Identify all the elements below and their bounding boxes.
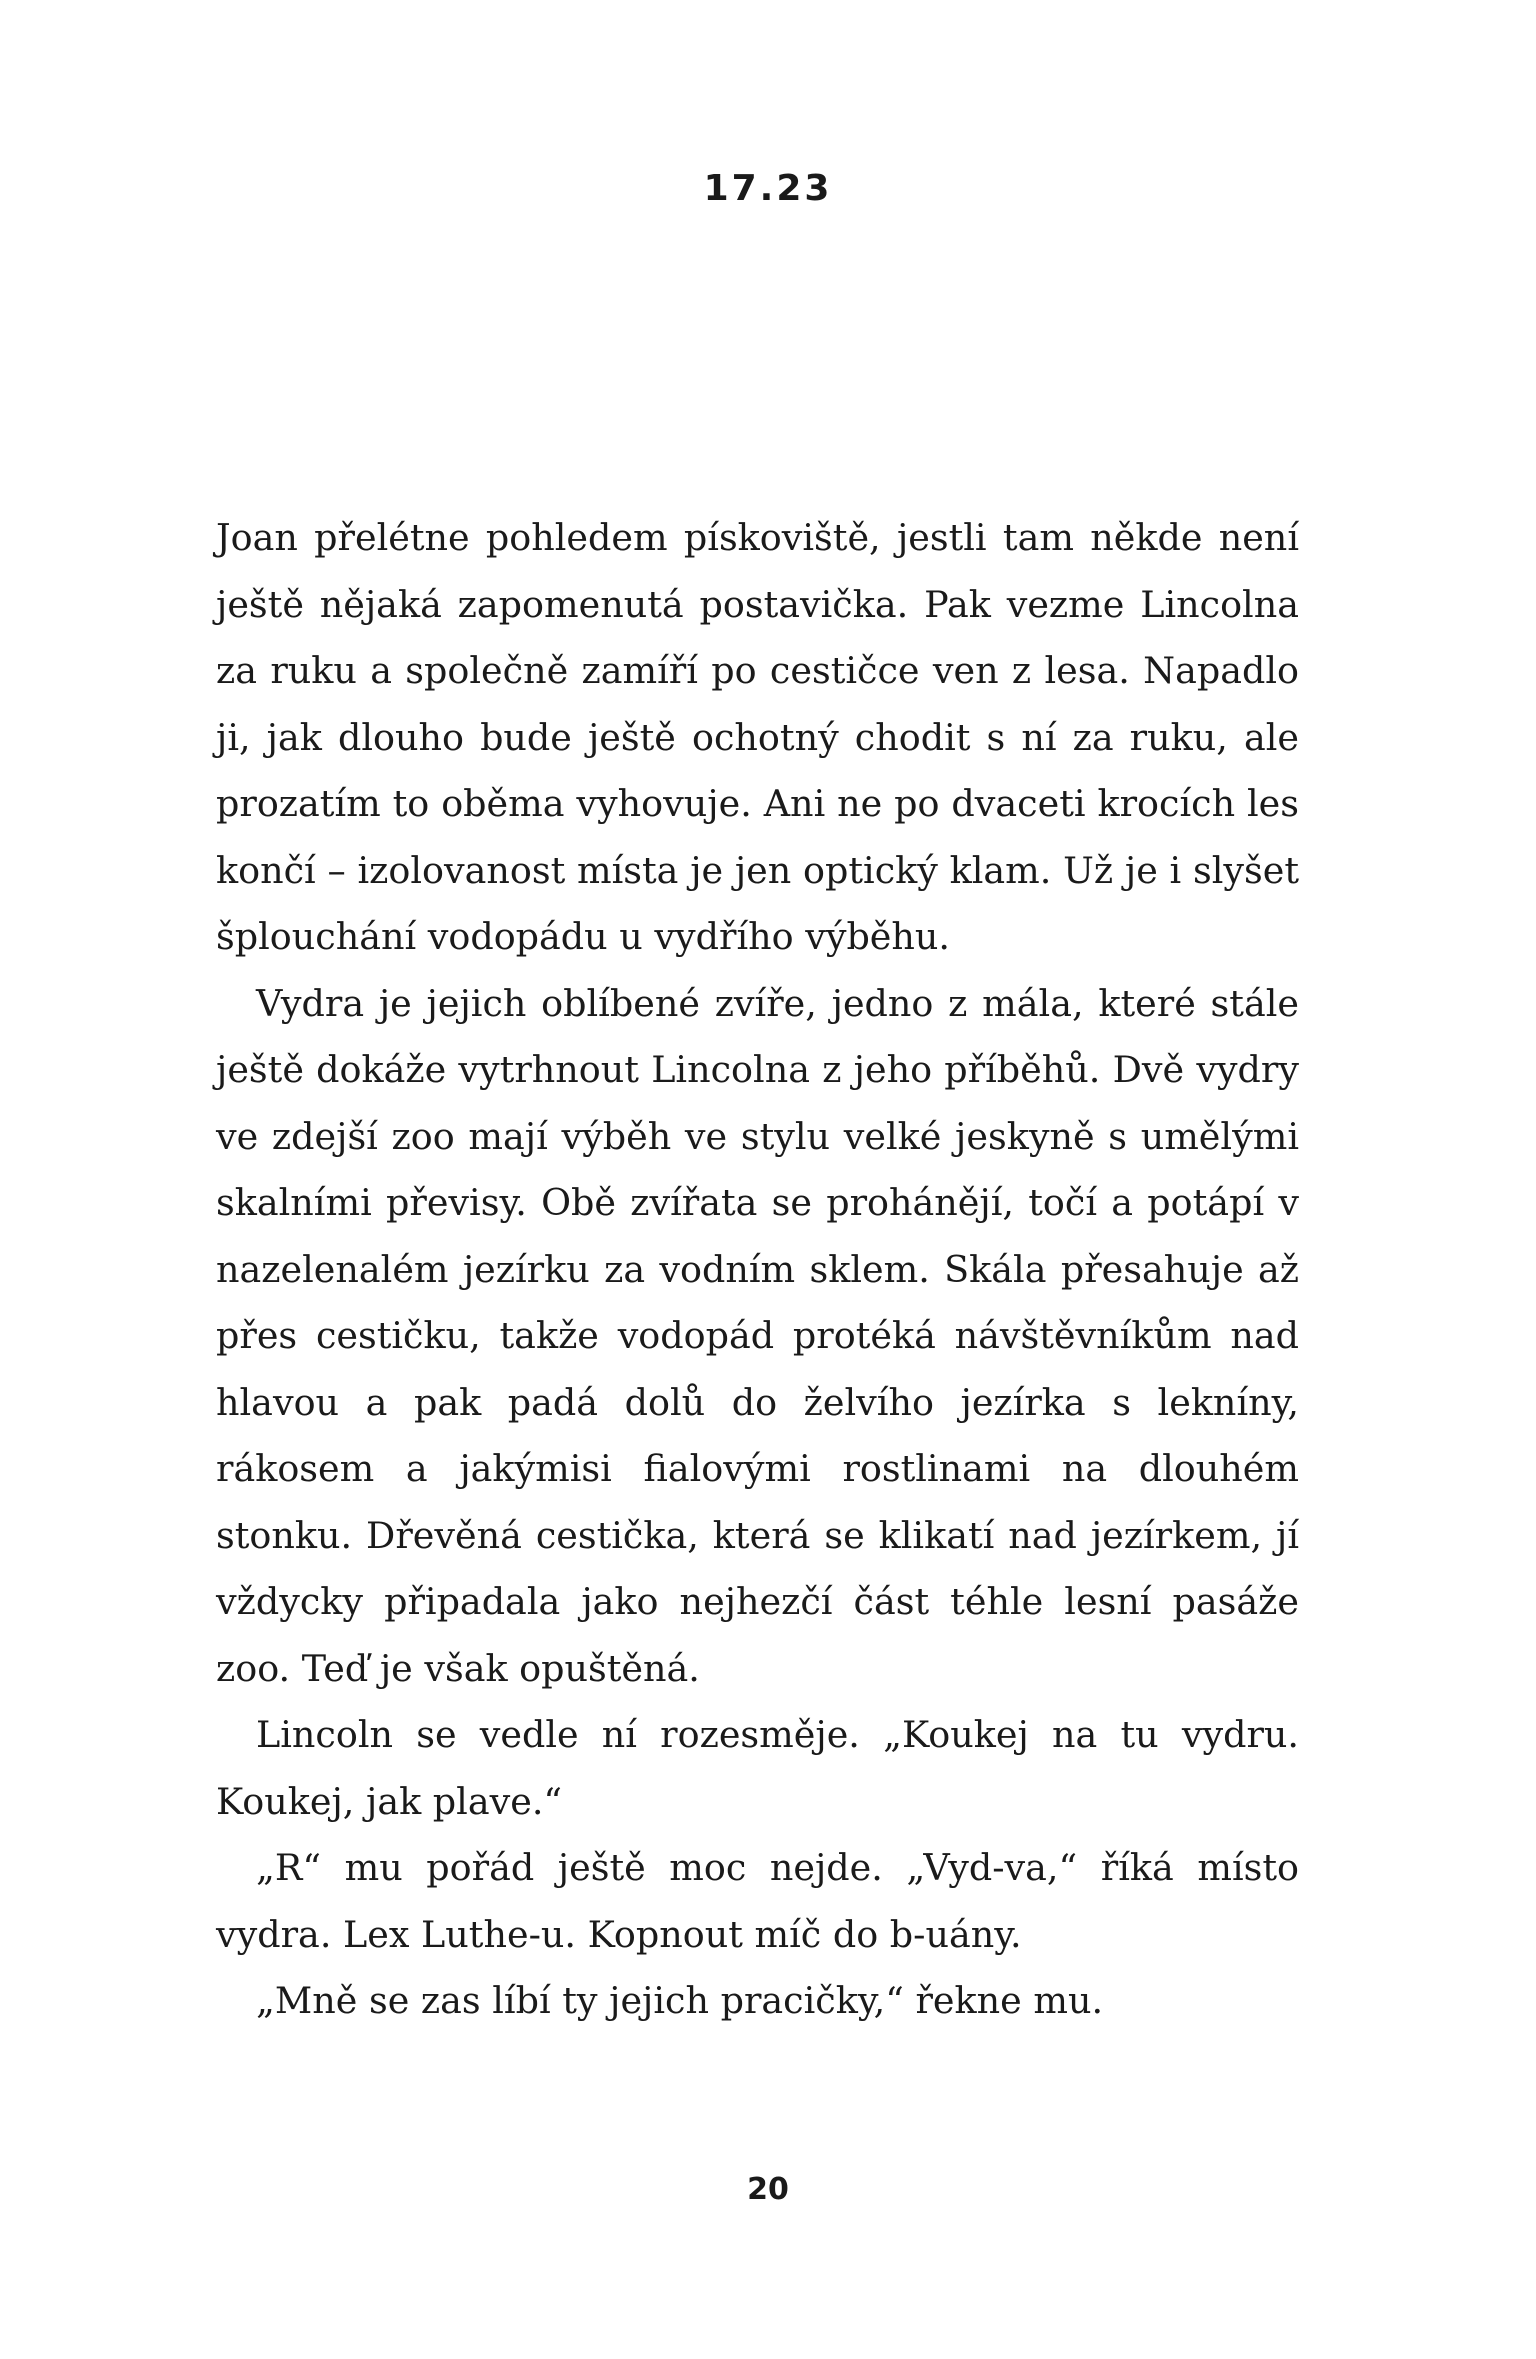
paragraph: Vydra je jejich oblíbené zvíře, jedno z mála, které stále ještě dokáže vytrhnout Lincolna z jeho příběhů. Dvě vydry ve zdejší zoo mají výběh ve stylu velké jeskyně s umělými skalními převisy. Obě zvířata se prohánějí, točí a potápí v nazelenalém jezírku za vodním sklem. Skála přesahuje až přes cestičku, takže vodopád protéká návštěvníkům nad hlavou a pak padá dolů do želvího jezírka s lekníny, rákosem a jakýmisi fialovými rostlinami na dlouhém stonku. Dřevěná cestička, která se klikatí nad jezírkem, jí vždycky připadala jako nejhezčí část téhle lesní pasáže zoo. Teď je však opuštěná. <box>216 981 1299 1690</box>
chapter-title: 17.23 <box>703 168 833 209</box>
paragraph: „Mně se zas líbí ty jejich pracičky,“ řekne mu. <box>256 1979 1104 2022</box>
paragraph: Joan přelétne pohledem pískoviště, jestli tam někde není ještě nějaká zapomenutá postavička. Pak vezme Lincolna za ruku a společně zamíří po cestičce ven z lesa. Napadlo ji, jak dlouho bude ještě ochotný chodit s ní za ruku, ale prozatím to oběma vyhovuje. Ani ne po dvaceti krocích les končí – izolovanost místa je jen optický klam. Už je i slyšet šplouchání vodopádu u vydřího výběhu. <box>216 516 1299 958</box>
body-text <box>216 505 1299 2035</box>
paragraph: Lincoln se vedle ní rozesměje. „Koukej na tu vydru. Koukej, jak plave.“ <box>216 1713 1299 1823</box>
page-number: 20 <box>747 2172 789 2207</box>
paragraph: „R“ mu pořád ještě moc nejde. „Vyd-va,“ říká místo vydra. Lex Luthe-u. Kopnout míč do b-uány. <box>216 1846 1299 1956</box>
